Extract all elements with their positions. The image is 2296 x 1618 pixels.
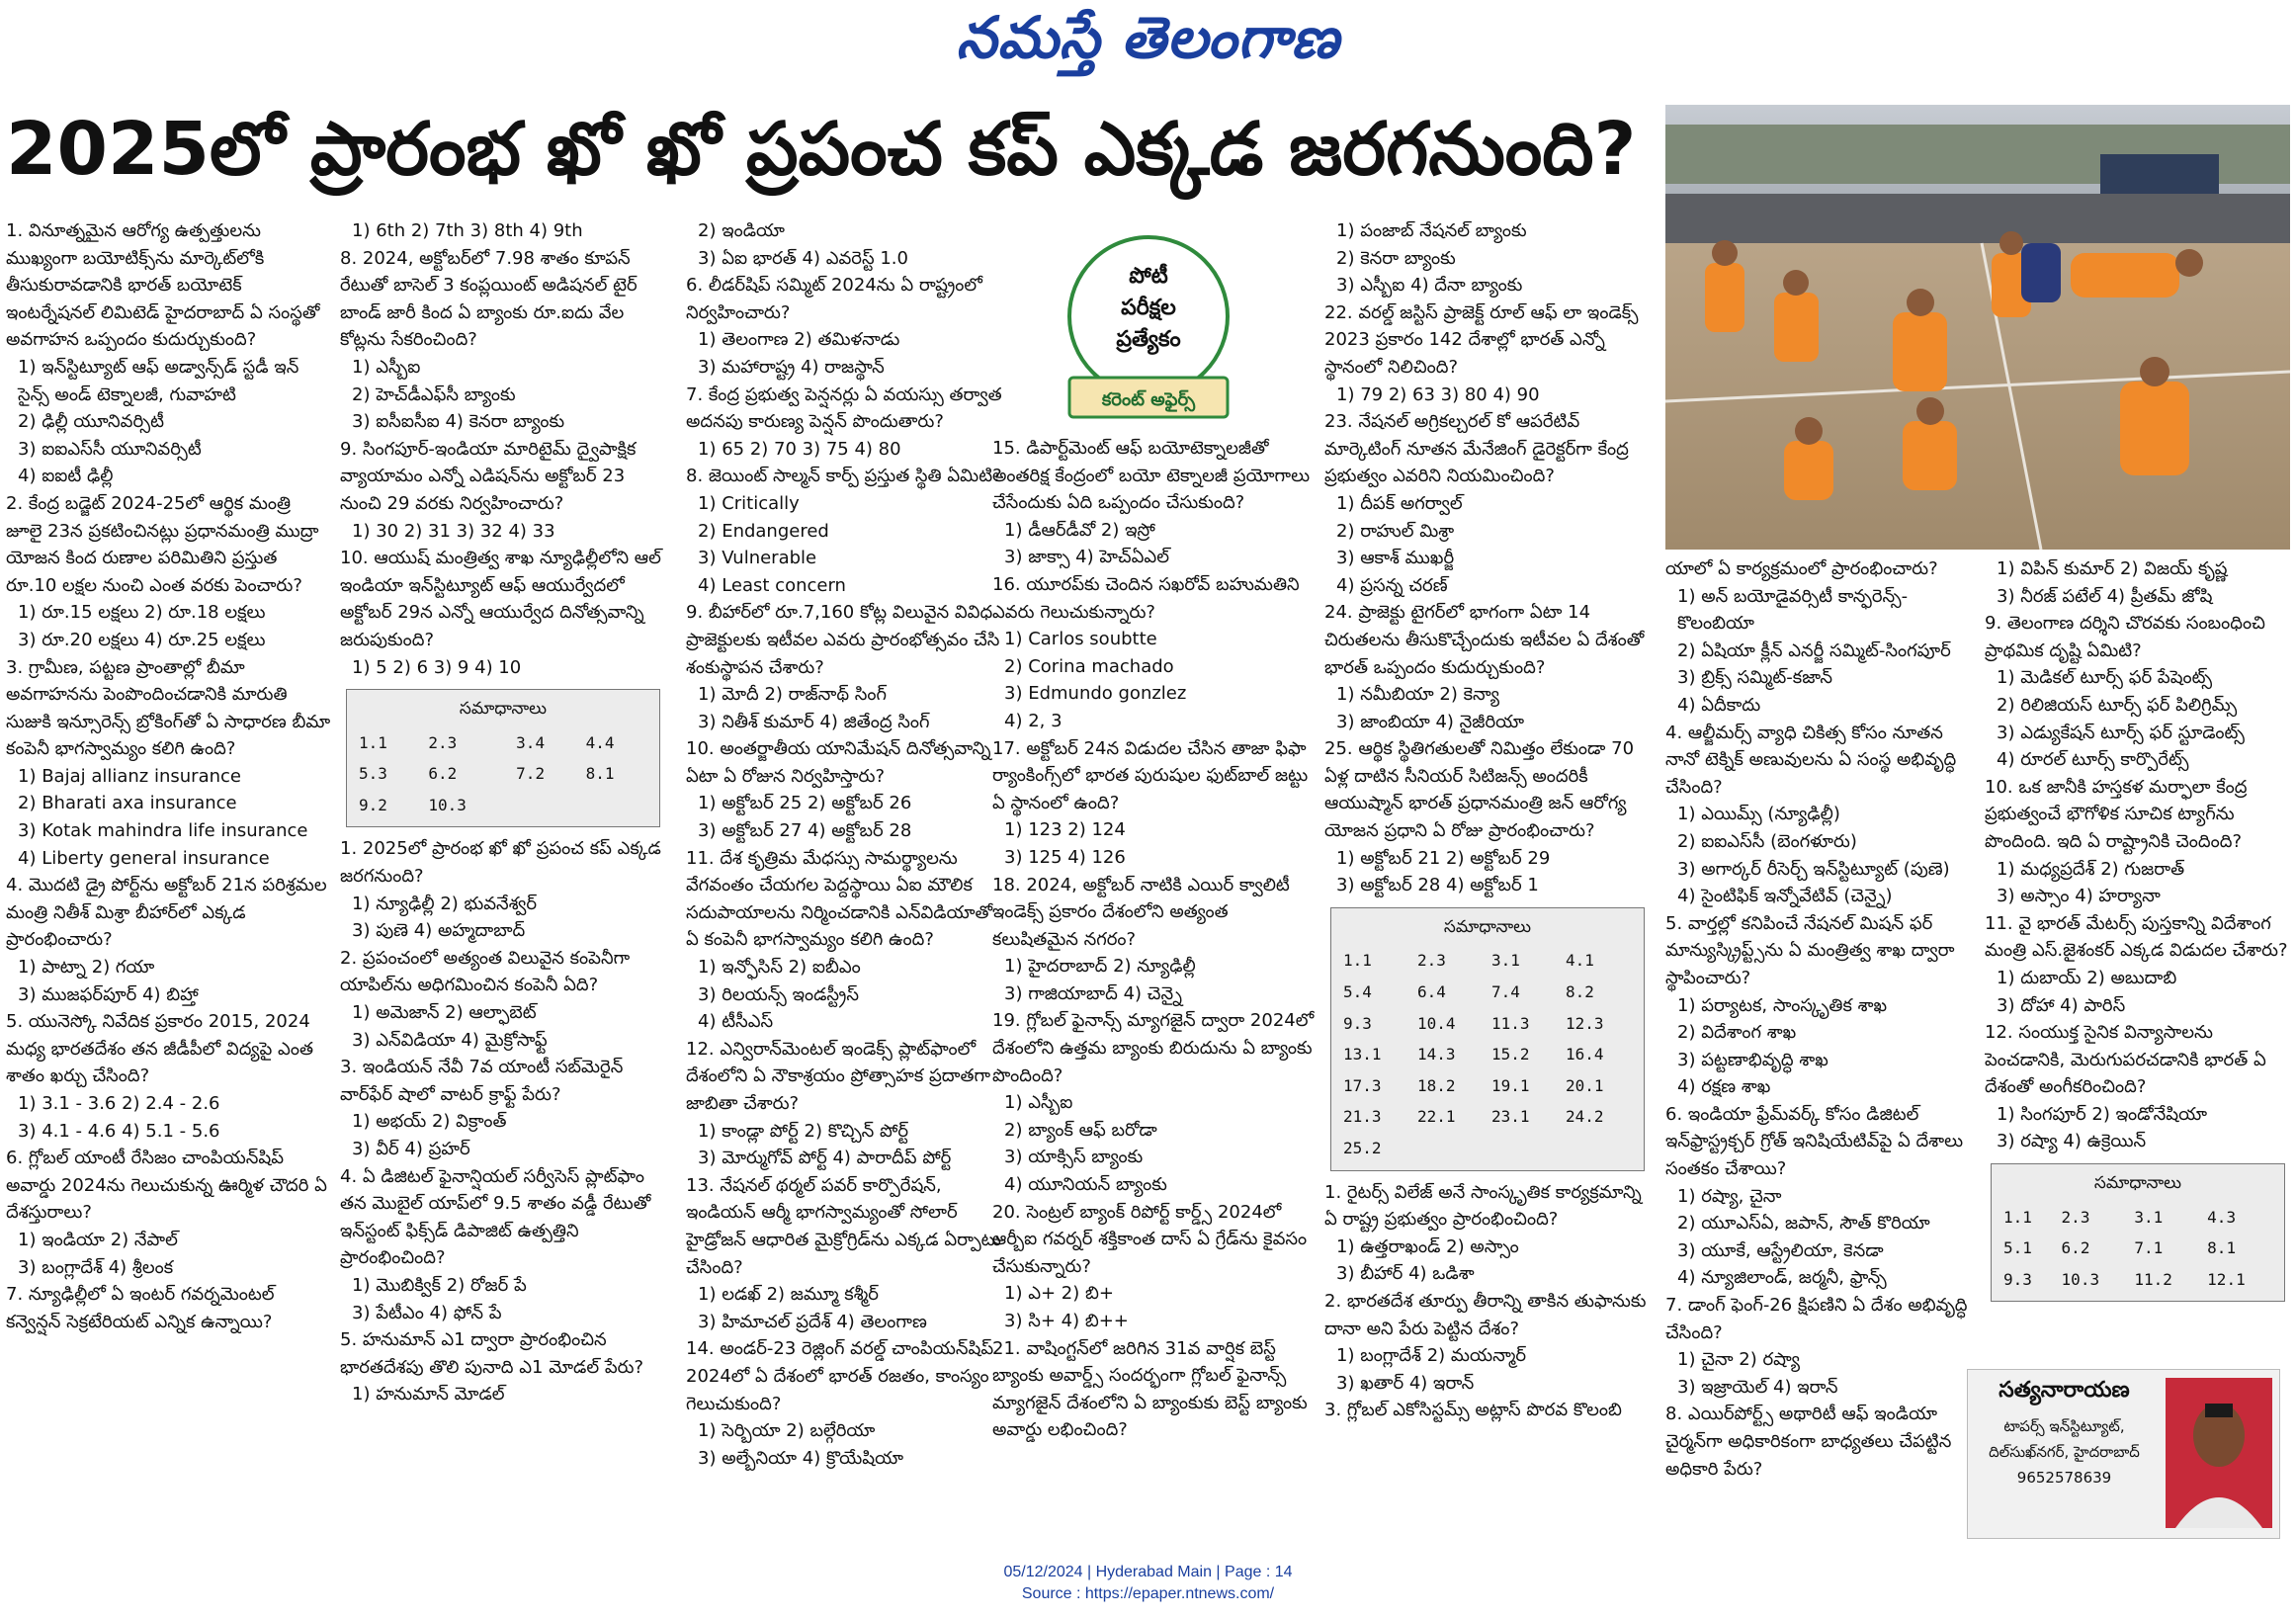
question: 7. కేంద్ర ప్రభుత్వ పెన్షనర్లు ఏ వయస్సు తర్వాత అదనపు కారుణ్య పెన్షన్ పొందుతారు? xyxy=(686,383,1002,433)
option: 3) అస్సాం 4) హర్యానా xyxy=(1997,886,2161,907)
option: 2) Endangered xyxy=(698,520,829,542)
option: 1) నమీబియా 2) కెన్యా xyxy=(1336,684,1499,706)
option: 3) బంగ్లాదేశ్ 4) శ్రీలంక xyxy=(18,1256,174,1278)
option: 2) ఢిల్లీ యూనివర్సిటీ xyxy=(18,411,164,433)
question: 25. ఆర్థిక స్థితిగతులతో నిమిత్తం లేకుండా 70 ఏళ్ల దాటిన సీనియర్ సిటిజన్స్ అందరికీ ఆయుష్మాన్ భారత్ ప్రధానమంత్రి జన్ ఆరోగ్య యోజన ప్రధాని ఏ రోజు ప్రారంభించారు? xyxy=(1324,738,1635,842)
option: 1) మొబిక్విక్ 2) రోజర్ పే xyxy=(352,1274,527,1296)
answer-cell xyxy=(512,790,581,821)
option: 2) ఐఐఎస్‌సీ (బెంగళూరు) xyxy=(1677,830,1857,852)
answer-cell: 11.2 xyxy=(2134,1269,2172,1289)
question: 1. 2025లో ప్రారంభ ఖో ఖో ప్రపంచ కప్ ఎక్కడ జరగనుంది? xyxy=(340,838,661,888)
answer-cell: 1.1 xyxy=(1343,951,1372,971)
option: 3) ముజఫర్‌పూర్ 4) బిహ్తా xyxy=(18,983,199,1005)
column-6 xyxy=(1665,555,1982,1547)
question: 1. వినూత్నమైన ఆరోగ్య ఉత్పత్తులను ముఖ్యంగా బయోటిక్స్‌ను మార్కెట్‌లోకి తీసుకురావడానికి భారత్ బయోటెక్ ఇంటర్నేషనల్ లిమిటెడ్ హైదరాబాద్ ఏ సంస్థతో అవగాహన ఒప్పందం కుదుర్చుకుంది? xyxy=(6,220,320,351)
option: 1) రష్యా, చైనా xyxy=(1677,1185,1782,1207)
answer-cell: 15.2 xyxy=(1491,1045,1530,1064)
question: 9. బీహార్‌లో రూ.7,160 కోట్ల విలువైన వివిధ ప్రాజెక్టులకు ఇటీవల ఎవరు ప్రారంభోత్సవం చేసి శంకుస్థాపన చేశారు? xyxy=(686,602,1000,678)
option: 4) Liberty general insurance xyxy=(18,847,270,869)
answer-cell: 3.4 xyxy=(516,732,546,752)
answer-cell: 9.2 xyxy=(359,795,387,814)
answer-cell: 9.3 xyxy=(2003,1269,2032,1289)
option: 1) 79 2) 63 3) 80 4) 90 xyxy=(1336,383,1540,405)
question: 10. అంతర్జాతీయ యానిమేషన్ దినోత్సవాన్ని ఏటా ఏ రోజున నిర్వహిస్తారు? xyxy=(686,738,991,787)
question: 4. ఏ డిజిటల్ ఫైనాన్షియల్ సర్వీసెస్ ప్లాట్‌ఫాం తన మొబైల్ యాప్‌లో 9.5 శాతం వడ్డీ రేటుతో ఇన్‌స్టంట్ ఫిక్స్‌డ్ డిపాజిట్ ఉత్పత్తిని ప్రారంభించింది? xyxy=(340,1165,651,1269)
option: 3) దోహా 4) పారిస్ xyxy=(1997,994,2126,1016)
answers-box xyxy=(346,689,660,827)
question: 23. నేషనల్ అగ్రికల్చరల్ కో ఆపరేటివ్ మార్కెటింగ్ నూతన మేనేజింగ్ డైరెక్టర్‌గా కేంద్ర ప్రభుత్వం ఎవరిని నియమించింది? xyxy=(1324,411,1629,487)
option: 3) ఆకాశ్ ముఖర్జీ xyxy=(1336,548,1455,569)
question: 9. తెలంగాణ దర్శిని చొరవకు సంబంధించి ప్రాథమిక దృష్టి ఏమిటి? xyxy=(1985,613,2265,661)
answer-cell: 14.3 xyxy=(1417,1045,1456,1064)
option: 4) ఐఐటీ ఢిల్లీ xyxy=(18,466,114,487)
column-1 xyxy=(6,217,332,1547)
answer-cell: 6.2 xyxy=(428,764,458,784)
question: 17. అక్టోబర్ 24న విడుదల చేసిన తాజా ఫిఫా ర్యాంకింగ్స్‌లో భారత పురుషుల ఫుట్‌బాల్ జట్టు ఏ స్థానంలో ఉంది? xyxy=(992,737,1309,813)
option: 1) ఇన్ఫోసిస్ 2) ఐబీఎం xyxy=(698,957,861,979)
kho-kho-photo xyxy=(1665,105,2290,550)
question: 11. దేశ కృత్రిమ మేధస్సు సామర్థ్యాలను వేగవంతం చేయగల పెద్దస్థాయి ఏఐ మౌలిక సదుపాయాలను నిర్మించడానికి ఎన్‌విడియాతో ఏ కంపెనీ భాగస్వామ్యం కలిగి ఉంది? xyxy=(686,847,993,951)
option: 3) పేటీఎం 4) ఫోన్ పే xyxy=(352,1302,502,1323)
option: 3) మహారాష్ట్ర 4) రాజస్థాన్ xyxy=(698,356,885,378)
option: 1) ఇన్‌స్టిట్యూట్ ఆఫ్ అడ్వాన్స్‌డ్ స్టడీ ఇన్ సైన్స్ అండ్ టెక్నాలజీ, గువాహటి xyxy=(18,356,299,405)
question: 6. లీడర్‌షిప్ సమ్మిట్ 2024ను ఏ రాష్ట్రంలో నిర్వహించారు? xyxy=(686,275,982,323)
option: 3) బీహార్ 4) ఒడిశా xyxy=(1336,1263,1475,1285)
option: 1) మధ్యప్రదేశ్ 2) గుజరాత్ xyxy=(1997,858,2185,880)
option: 1) బంగ్లాదేశ్ 2) మయన్మార్ xyxy=(1336,1345,1527,1367)
option: 1) 30 2) 31 3) 32 4) 33 xyxy=(352,520,555,542)
question: 2. భారతదేశ తూర్పు తీరాన్ని తాకిన తుఫానుకు దానా అని పేరు పెట్టిన దేశం? xyxy=(1324,1290,1647,1339)
option: 4) 2, 3 xyxy=(1004,710,1063,731)
option: 2) విదేశాంగ శాఖ xyxy=(1677,1022,1797,1044)
answer-cell: 20.1 xyxy=(1566,1075,1604,1095)
option: 1) లడఖ్ 2) జమ్మూ కశ్మీర్ xyxy=(698,1284,879,1306)
answer-cell: 7.1 xyxy=(2134,1238,2164,1258)
option: 1) కాండ్లా పోర్ట్ 2) కొచ్చిన్ పోర్ట్ xyxy=(698,1120,909,1142)
answer-cell: 9.3 xyxy=(1343,1013,1372,1033)
page-info: 05/12/2024 | Hyderabad Main | Page : 14 xyxy=(1003,1564,1293,1580)
column-3 xyxy=(686,217,1002,1547)
option: 1) ఉత్తరాఖండ్ 2) అస్సాం xyxy=(1336,1235,1519,1257)
option: 1) పర్యాటక, సాంస్కృతిక శాఖ xyxy=(1677,994,1888,1016)
exam-special-badge xyxy=(1062,233,1235,427)
option: 1) రూ.15 లక్షలు 2) రూ.18 లక్షలు xyxy=(18,602,266,624)
option: 3) ఏఐ భారత్ 4) ఎవరెస్ట్ 1.0 xyxy=(698,247,908,269)
answer-cell: 24.2 xyxy=(1566,1107,1604,1127)
author-name: సత్యనారాయణ xyxy=(1998,1378,2130,1403)
option: 1) అభయ్ 2) విక్రాంత్ xyxy=(352,1111,507,1133)
option: 1) దీపక్ అగర్వాల్ xyxy=(1336,492,1463,514)
answer-cell: 10.3 xyxy=(2061,1269,2100,1289)
author-box xyxy=(1967,1369,2280,1539)
option: 1) హైదరాబాద్ 2) న్యూఢిల్లీ xyxy=(1004,956,1196,978)
headline: 2025లో ప్రారంభ ఖో ఖో ప్రపంచ కప్ ఎక్కడ జరగనుంది? xyxy=(6,107,1637,192)
question: 19. గ్లోబల్ ఫైనాన్స్ మ్యాగజైన్ ద్వారా 2024లో దేశంలోని ఉత్తమ బ్యాంకు బిరుదును ఏ బ్యాంకు పొందింది? xyxy=(992,1010,1315,1086)
answer-cell xyxy=(582,790,651,821)
answers-heading: సమాధానాలు xyxy=(459,699,548,720)
answers-heading: సమాధానాలు xyxy=(2093,1173,2182,1194)
answer-cell: 17.3 xyxy=(1343,1075,1382,1095)
option: 1) Critically xyxy=(698,492,800,514)
question: 12. ఎన్విరాన్‌మెంటల్ ఇండెక్స్ ప్లాట్‌ఫాంలో దేశంలోని ఏ నౌకాశ్రయం ప్రోత్సాహక ప్రదాతగా జాబితా చేశారు? xyxy=(686,1038,991,1114)
option: 1) 65 2) 70 3) 75 4) 80 xyxy=(698,438,901,460)
question: 16. యూరప్‌కు చెందిన సఖరోవ్ బహుమతిని ఎవరు గెలుచుకున్నారు? xyxy=(992,573,1300,623)
option: 3) జాంబియా 4) నైజీరియా xyxy=(1336,711,1525,732)
answer-cell: 11.3 xyxy=(1491,1013,1530,1033)
option: 3) ఎస్బీఐ 4) దేనా బ్యాంకు xyxy=(1336,275,1523,297)
option: 3) 4.1 - 4.6 4) 5.1 - 5.6 xyxy=(18,1120,220,1142)
answer-cell: 19.1 xyxy=(1491,1075,1530,1095)
column-5 xyxy=(1324,217,1651,1547)
author-phone: 9652578639 xyxy=(2016,1469,2112,1487)
answer-cell: 3.1 xyxy=(2134,1207,2164,1227)
option: 1) 5 2) 6 3) 9 4) 10 xyxy=(352,656,522,678)
question: 2. కేంద్ర బడ్జెట్ 2024-25లో ఆర్థిక మంత్రి జూలై 23న ప్రకటించినట్లు ప్రధానమంత్రి ముద్రా యోజన కింద రుణాల పరిమితిని ప్రస్తుత రూ.10 లక్షల నుంచి ఎంత వరకు పెంచారు? xyxy=(6,492,319,596)
author-institute: టాపర్స్ ఇన్‌స్టిట్యూట్, xyxy=(2003,1417,2125,1435)
badge-ribbon: కరెంట్ అఫైర్స్ xyxy=(1101,389,1196,410)
option: 3) 125 4) 126 xyxy=(1004,846,1126,868)
answer-cell: 13.1 xyxy=(1343,1045,1382,1064)
question: 9. సింగపూర్-ఇండియా మారిటైమ్ ద్వైపాక్షిక వ్యాయామం ఎన్నో ఎడిషన్‌ను అక్టోబర్ 23 నుంచి 29 వరకు నిర్వహించారు? xyxy=(340,438,637,514)
question: 22. వరల్డ్ జస్టిస్ ప్రాజెక్ట్ రూల్ ఆఫ్ లా ఇండెక్స్ 2023 ప్రకారం 142 దేశాల్లో భారత్ ఎన్నో స్థానంలో నిలిచింది? xyxy=(1324,301,1639,378)
answer-cell: 4.4 xyxy=(585,732,615,752)
option: 3) రష్యా 4) ఉక్రెయిన్ xyxy=(1997,1131,2147,1152)
option: 3) Edmundo gonzlez xyxy=(1004,683,1187,705)
question: 5. యునెస్కో నివేదిక ప్రకారం 2015, 2024 మధ్య భారతదేశం తన జీడీపీలో విద్యపై ఎంత శాతం ఖర్చు చేసింది? xyxy=(6,1011,313,1087)
answer-cell: 8.2 xyxy=(1566,982,1594,1002)
option: 3) అక్టోబర్ 27 4) అక్టోబర్ 28 xyxy=(698,820,912,842)
answer-cell xyxy=(1562,1133,1636,1164)
answer-cell: 25.2 xyxy=(1343,1139,1382,1157)
option: 1) డీఆర్‌డీవో 2) ఇస్రో xyxy=(1004,519,1155,541)
answer-cell: 8.1 xyxy=(585,764,615,784)
option: 1) హనుమాన్ మోడల్ xyxy=(352,1384,505,1405)
option: 3) యూకే, ఆస్ట్రేలియా, కెనడా xyxy=(1677,1239,1884,1261)
question: 15. డిపార్ట్‌మెంట్ ఆఫ్ బయోటెక్నాలజీతో అంతరిక్ష కేంద్రంలో బయో టెక్నాలజీ ప్రయోగాలు చేసేందుకు ఏది ఒప్పందం చేసుకుంది? xyxy=(992,438,1311,514)
option: 1) విపిన్ కుమార్ 2) విజయ్ కృష్ణ xyxy=(1997,558,2228,579)
option: 3) రిలయన్స్ ఇండస్ట్రీస్ xyxy=(698,983,859,1005)
question: 20. సెంట్రల్ బ్యాంక్ రిపోర్ట్ కార్డ్స్ 2024లో ఆర్బీఐ గవర్నర్ శక్తికాంత దాస్ ఏ గ్రేడ్‌ను కైవసం చేసుకున్నారు? xyxy=(992,1201,1308,1277)
option: 4) రూరల్ టూర్స్ కార్పొరేట్స్ xyxy=(1997,749,2189,771)
question: 5. వార్తల్లో కనిపించే నేషనల్ మిషన్ ఫర్ మాన్యుస్క్రిప్ట్స్‌ను ఏ మంత్రిత్వ శాఖ ద్వారా స్థాపించారు? xyxy=(1665,912,1955,988)
question: 8. ఎయిర్‌పోర్ట్స్ అథారిటీ ఆఫ్ ఇండియా చైర్మన్‌గా అధికారికంగా బాధ్యతలు చేపట్టిన అధికారి పేరు? xyxy=(1665,1404,1952,1480)
question: 24. ప్రాజెక్టు టైగర్‌లో భాగంగా ఏటా 14 చిరుతలను తీసుకొచ్చేందుకు ఇటీవల ఏ దేశంతో భారత్ ఒప్పందం కుదుర్చుకుంది? xyxy=(1324,602,1645,678)
option: 4) టీసీఎస్ xyxy=(698,1011,774,1033)
option: 1) ఎ+ 2) బి+ xyxy=(1004,1283,1114,1305)
badge-line2: పరీక్షల xyxy=(1121,296,1176,320)
option: 3) సి+ 4) బి++ xyxy=(1004,1311,1129,1331)
option: 1) అక్టోబర్ 21 2) అక్టోబర్ 29 xyxy=(1336,847,1551,869)
option: 3) గాజియాబాద్ 4) చెన్నై xyxy=(1004,982,1182,1004)
answer-cell xyxy=(1488,1133,1562,1164)
question: 10. ఆయుష్ మంత్రిత్వ శాఖ న్యూఢిల్లీలోని ఆల్ ఇండియా ఇన్‌స్టిట్యూట్ ఆఫ్ ఆయుర్వేదలో అక్టోబర్ 29న ఎన్నో ఆయుర్వేద దినోత్సవాన్ని జరుపుకుంది? xyxy=(340,548,661,650)
option: 1) మోదీ 2) రాజ్‌నాథ్ సింగ్ xyxy=(698,684,888,706)
newspaper-logo: నమస్తే తెలంగాణ xyxy=(956,4,1340,71)
answer-cell: 1.1 xyxy=(2003,1207,2032,1227)
question: 14. అండర్-23 రెజ్లింగ్ వరల్డ్ చాంపియన్‌షిప్ 2024లో ఏ దేశంలో భారత్ రజతం, కాంస్యం గెలుచుకుంది? xyxy=(686,1338,994,1414)
option: 3) వీర్ 4) ప్రహర్ xyxy=(352,1139,470,1159)
option: 3) అక్టోబర్ 28 4) అక్టోబర్ 1 xyxy=(1336,875,1539,896)
answer-cell: 12.1 xyxy=(2207,1269,2246,1289)
option: 3) నితీశ్ కుమార్ 4) జితేంద్ర సింగ్ xyxy=(698,711,930,732)
option: 3) ఇజ్రాయెల్ 4) ఇరాన్ xyxy=(1677,1376,1838,1398)
author-location: దిల్‌సుఖ్‌నగర్, హైదరాబాద్ xyxy=(1989,1443,2140,1461)
badge-line1: పోటీ xyxy=(1129,264,1168,289)
answer-cell xyxy=(1413,1133,1488,1164)
option: 2) ఇండియా xyxy=(698,220,785,241)
answer-cell: 7.4 xyxy=(1491,982,1520,1002)
answer-cell: 18.2 xyxy=(1417,1075,1456,1095)
option: 1) అమెజాన్ 2) ఆల్ఫాబెట్ xyxy=(352,1002,537,1024)
option: 3) పట్టణాభివృద్ధి శాఖ xyxy=(1677,1049,1828,1070)
option: 1) దుబాయ్ 2) అబుదాబి xyxy=(1997,967,2177,988)
option: 2) రిలిజియస్ టూర్స్ ఫర్ పిలిగ్రిమ్స్ xyxy=(1997,694,2238,716)
option: 1) అక్టోబర్ 25 2) అక్టోబర్ 26 xyxy=(698,793,912,814)
answer-cell: 12.3 xyxy=(1566,1013,1604,1033)
answer-cell: 1.1 xyxy=(359,732,387,752)
option: 2) కెనరా బ్యాంకు xyxy=(1336,247,1456,269)
answer-cell: 6.2 xyxy=(2061,1238,2090,1258)
badge-line3: ప్రత్యేకం xyxy=(1116,327,1181,352)
option: 1) 6th 2) 7th 3) 8th 4) 9th xyxy=(352,220,583,241)
question: 12. సంయుక్త సైనిక విన్యాసాలను పెంచడానికి, మెరుగుపరచడానికి భారత్ ఏ దేశంతో అంగీకరించింది? xyxy=(1985,1022,2266,1098)
column-4 xyxy=(992,435,1318,1547)
answer-cell: 10.3 xyxy=(428,795,467,814)
option: 3) ఎన్‌విడియా 4) మైక్రోసాఫ్ట్ xyxy=(352,1029,548,1051)
question: 4. ఆల్జీమర్స్ వ్యాధి చికిత్స కోసం నూతన నానో టెక్నిక్ అణువులను ఏ సంస్థ అభివృద్ధి చేసింది? xyxy=(1665,722,1957,798)
answer-cell: 2.3 xyxy=(1417,951,1446,971)
option: 1) మెడికల్ టూర్స్ ఫర్ పేషెంట్స్ xyxy=(1997,667,2213,689)
question: 3. గ్లోబల్ ఎకోసిస్టమ్స్ అట్లాస్ పొరవ కొలంబి xyxy=(1324,1400,1622,1421)
option: 1) చైనా 2) రష్యా xyxy=(1677,1349,1800,1371)
answer-cell: 3.1 xyxy=(1491,951,1520,971)
option: 3) బ్రిక్స్ సమ్మిట్-కజాన్ xyxy=(1677,667,1833,689)
option: 1) పాట్నా 2) గయా xyxy=(18,957,155,979)
column-2 xyxy=(340,217,666,1547)
option: 1) ఎయిమ్స్ (న్యూఢిల్లీ) xyxy=(1677,804,1840,825)
option: 4) ప్రసన్న చరణ్ xyxy=(1336,574,1448,596)
option: 1) తెలంగాణ 2) తమిళనాడు xyxy=(698,329,900,351)
option: 1) అన్ బయోడైవర్సిటీ కాన్ఫరెన్స్-కొలంబియా xyxy=(1677,585,1909,635)
option: 1) సింగపూర్ 2) ఇండోనేషియా xyxy=(1997,1103,2208,1125)
question: 1. రైటర్స్ విలేజ్ అనే సాంస్కృతిక కార్యక్రమాన్ని ఏ రాష్ట్ర ప్రభుత్వం ప్రారంభించింది? xyxy=(1324,1181,1642,1231)
answer-cell: 4.3 xyxy=(2207,1207,2237,1227)
option: 1) 123 2) 124 xyxy=(1004,819,1126,841)
option: 3) Kotak mahindra life insurance xyxy=(18,820,308,842)
option: 3) అల్బేనియా 4) క్రొయేషియా xyxy=(698,1447,904,1469)
answers-heading: సమాధానాలు xyxy=(1443,916,1532,937)
option: 3) యాక్సిస్ బ్యాంకు xyxy=(1004,1147,1144,1168)
answer-cell: 5.4 xyxy=(1343,982,1372,1002)
option: 4) రక్షణ శాఖ xyxy=(1677,1076,1771,1098)
option: 1) Bajaj allianz insurance xyxy=(18,765,241,787)
option: 3) ఐఐఎస్‌సీ యూనివర్సిటీ xyxy=(18,438,202,460)
question: 8. జెయింట్ సాల్మన్ కార్ప్ ప్రస్తుత స్థితి ఏమిటి? xyxy=(686,466,1002,487)
answer-cell: 10.4 xyxy=(1417,1013,1456,1033)
option: 2) బ్యాంక్ ఆఫ్ బరోడా xyxy=(1004,1119,1157,1141)
option: 1) Carlos soubtte xyxy=(1004,629,1157,650)
question: 3. గ్రామీణ, పట్టణ ప్రాంతాల్లో బీమా అవగాహనను పెంపొందించడానికి మారుతి సుజుకి ఇన్సూరెన్స్ బ్రోకింగ్‌తో ఏ సాధారణ బీమా కంపెనీ భాగస్వామ్యం కలిగి ఉంది? xyxy=(6,656,331,760)
option: 3) రూ.20 లక్షలు 4) రూ.25 లక్షలు xyxy=(18,629,266,650)
option: 1) 3.1 - 3.6 2) 2.4 - 2.6 xyxy=(18,1093,220,1114)
question: 7. డాంగ్ ఫెంగ్-26 క్షిపణిని ఏ దేశం అభివృద్ధి చేసింది? xyxy=(1665,1295,1968,1343)
question: 18. 2024, అక్టోబర్ నాటికి ఎయిర్ క్వాలిటీ ఇండెక్స్ ప్రకారం దేశంలోని అత్యంత కలుషితమైన నగరం? xyxy=(992,874,1290,950)
answer-cell: 7.2 xyxy=(516,764,546,784)
answer-cell: 2.3 xyxy=(2061,1207,2090,1227)
option: 3) Vulnerable xyxy=(698,548,817,569)
option: 1) ఎస్బీఐ xyxy=(1004,1092,1073,1114)
option: 3) మోర్ముగోవ్ పోర్ట్ 4) పారాదీప్ పోర్ట్ xyxy=(698,1148,952,1169)
question: 7. న్యూఢిల్లీలో ఏ ఇంటర్ గవర్నమెంటల్ కన్వెన్షన్ సెక్రటేరియట్ ఎన్నిక ఉన్నాయి? xyxy=(6,1284,275,1332)
option: 4) న్యూజిలాండ్, జర్మనీ, ఫ్రాన్స్ xyxy=(1677,1267,1887,1289)
option: 3) జాక్సా 4) హెచ్ఏఎల్ xyxy=(1004,547,1169,568)
answer-cell: 23.1 xyxy=(1491,1107,1530,1127)
question: 6. గ్లోబల్ యాంటీ రేసిజం చాంపియన్‌షిప్ అవార్డు 2024ను గెలుచుకున్న ఊర్మిళ చౌదరి ఏ దేశస్తురాలు? xyxy=(6,1148,327,1224)
answer-cell: 4.1 xyxy=(1566,951,1594,971)
footer xyxy=(0,1562,2296,1605)
option: 2) యూఎస్ఏ, జపాన్, సౌత్ కొరియా xyxy=(1677,1213,1930,1235)
option: 1) ఎస్బీఐ xyxy=(352,356,421,378)
answer-cell: 5.1 xyxy=(2003,1238,2032,1258)
option: 3) పుణె 4) అహ్మదాబాద్ xyxy=(352,920,526,942)
option: 3) ఎడ్యుకేషన్ టూర్స్ ఫర్ స్టూడెంట్స్ xyxy=(1997,722,2245,743)
option: 1) పంజాబ్ నేషనల్ బ్యాంకు xyxy=(1336,220,1527,241)
option: 2) Corina machado xyxy=(1004,655,1174,677)
option: 4) సైంటిఫిక్ ఇన్నోవేటివ్ (చెన్నై) xyxy=(1677,886,1893,907)
author-affiliation xyxy=(1978,1413,2151,1490)
answer-cell: 6.4 xyxy=(1417,982,1446,1002)
answer-cell: 16.4 xyxy=(1566,1045,1604,1064)
option: 1) ఇండియా 2) నేపాల్ xyxy=(18,1229,178,1250)
question: 4. మొదటి డ్రై పోర్ట్‌ను అక్టోబర్ 21న పరిశ్రమల మంత్రి నితీశ్ మిశ్రా బీహార్‌లో ఎక్కడ ప్రారంభించారు? xyxy=(6,875,327,951)
question: యాలో ఏ కార్యక్రమంలో ప్రారంభించారు? xyxy=(1665,558,1938,579)
option: 1) న్యూఢిల్లీ 2) భువనేశ్వర్ xyxy=(352,893,538,914)
option: 4) Least concern xyxy=(698,574,846,596)
option: 1) సెర్బియా 2) బల్గేరియా xyxy=(698,1420,876,1442)
question: 11. వై భారత్ మేటర్స్ పుస్తకాన్ని విదేశాంగ మంత్రి ఎస్.జైశంకర్ ఎక్కడ విడుదల చేశారు? xyxy=(1985,912,2288,962)
option: 2) Bharati axa insurance xyxy=(18,793,237,814)
question: 21. వాషింగ్టన్‌లో జరిగిన 31వ వార్షిక బెస్ట్ బ్యాంకు అవార్డ్స్ సందర్భంగా గ్లోబల్ ఫైనాన్స్ మ్యాగజైన్ దేశంలోని ఏ బ్యాంకుకు బెస్ట్ బ్యాంకు అవార్డు లభించింది? xyxy=(992,1337,1308,1441)
option: 3) అగార్కర్ రీసెర్చ్ ఇన్‌స్టిట్యూట్ (పుణె) xyxy=(1677,858,1950,880)
answer-cell: 5.3 xyxy=(359,764,387,784)
option: 4) యూనియన్ బ్యాంకు xyxy=(1004,1174,1167,1196)
answer-cell: 2.3 xyxy=(428,732,458,752)
option: 2) రాహుల్ మిశ్రా xyxy=(1336,520,1455,542)
answers-box xyxy=(1330,907,1645,1171)
option: 2) ఏషియా క్లీన్ ఎనర్జీ సమ్మిట్-సింగపూర్ xyxy=(1677,639,1951,661)
option: 3) నీరజ్ పటేల్ 4) ప్రీతమ్ జోషి xyxy=(1997,585,2213,607)
answer-cell: 8.1 xyxy=(2207,1238,2237,1258)
column-7 xyxy=(1985,555,2291,1356)
source-link[interactable]: Source : https://epaper.ntnews.com/ xyxy=(1021,1585,1275,1602)
option: 2) హెచ్‌డీఎఫ్‌సీ బ్యాంకు xyxy=(352,383,516,405)
question: 8. 2024, అక్టోబర్‌లో 7.98 శాతం కూపన్ రేటుతో బాసెల్ 3 కంప్లయింట్ అడిషనల్ టైర్ బాండ్ జారీ కింద ఏ బ్యాంకు రూ.ఐదు వేల కోట్లను సేకరించింది? xyxy=(340,247,638,351)
author-photo xyxy=(2166,1378,2272,1528)
option: 3) ఐసీఐసీఐ 4) కెనరా బ్యాంకు xyxy=(352,411,565,433)
masthead xyxy=(0,0,2296,79)
question: 2. ప్రపంచంలో అత్యంత విలువైన కంపెనీగా యాపిల్‌ను అధిగమించిన కంపెనీ ఏది? xyxy=(340,947,631,996)
question: 3. ఇండియన్ నేవీ 7వ యాంటీ సబ్‌మెరైన్ వార్‌ఫేర్ షాలో వాటర్ క్రాఫ్ట్ పేరు? xyxy=(340,1057,624,1105)
option: 4) ఏదీకాదు xyxy=(1677,694,1761,716)
answer-cell: 22.1 xyxy=(1417,1107,1456,1127)
question: 6. ఇండియా ఫ్రేమ్‌వర్క్ కోసం డిజిటల్ ఇన్‌ఫ్రాస్ట్రక్చర్ గ్రోత్ ఇనిషియేటివ్‌పై ఏ దేశాలు సంతకం చేశాయి? xyxy=(1665,1103,1964,1180)
option: 3) హిమాచల్ ప్రదేశ్ 4) తెలంగాణ xyxy=(698,1311,927,1332)
answers-box xyxy=(1991,1163,2285,1302)
option: 3) ఖతార్ 4) ఇరాన్ xyxy=(1336,1372,1475,1394)
question: 13. నేషనల్ థర్మల్ పవర్ కార్పొరేషన్, ఇండియన్ ఆర్మీ భాగస్వామ్యంతో సోలార్ హైడ్రోజన్ ఆధారిత మైక్రోగ్రిడ్‌ను ఎక్కడ ఏర్పాటు చేసింది? xyxy=(686,1174,1001,1278)
question: 10. ఒక జానీకి హస్తకళ మర్ఫాలా కేంద్ర ప్రభుత్వంచే భౌగోళిక సూచిక ట్యాగ్‌ను పొందింది. ఇది ఏ రాష్ట్రానికి చెందింది? xyxy=(1985,776,2248,852)
question: 5. హనుమాన్ ఎ1 ద్వారా ప్రారంభించిన భారతదేశపు తొలి పునాది ఎ1 మోడల్ పేరు? xyxy=(340,1329,644,1378)
answer-cell: 21.3 xyxy=(1343,1107,1382,1127)
